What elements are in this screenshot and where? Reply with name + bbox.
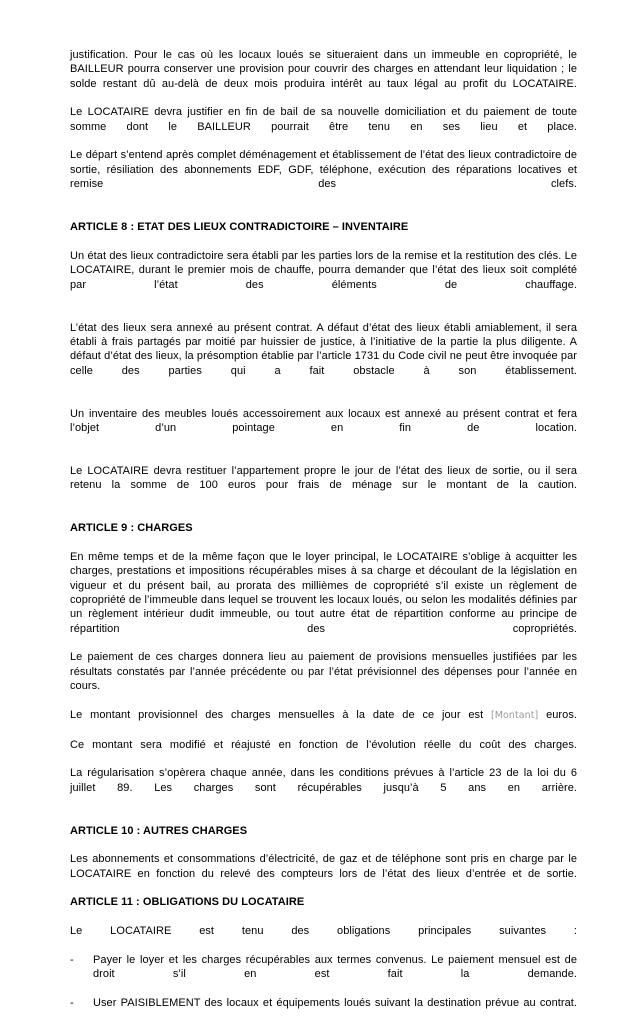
list-item <box>70 953 577 996</box>
paragraph-article9-regularisation: La régularisation s’opèrera chaque année, dans les conditions prévues à l’article 23 de la loi du 6 juillet 89. Les charges sont récupérables jusqu’à 5 ans en arrière. <box>70 767 577 794</box>
paragraph-article8-inventaire: Un inventaire des meubles loués accessoirement aux locaux est annexé au présent contrat et fera l’objet d’un pointage en fin de location. <box>70 407 577 434</box>
document-body <box>70 48 577 1024</box>
paragraph-domiciliation: Le LOCATAIRE devra justifier en fin de bail de sa nouvelle domiciliation et du paiement de toute somme dont le BAILLEUR pourrait être tenu en ses lieu et place. <box>70 106 577 133</box>
paragraph-article10-abonnements: Les abonnements et consommations d’électricité, de gaz et de téléphone sont pris en charge par le LOCATAIRE en fonction du relevé des compteurs lors de l’état des lieux d’entrée et de sortie. <box>70 853 577 880</box>
paragraph-article9-montant-provisionnel <box>70 708 577 738</box>
paragraph-depart: Le départ s’entend après complet déménagement et établissement de l’état des lieux contradictoire de sortie, résiliation des abonnements EDF, GDF, téléphone, exécution des réparations locatives et remise des clefs. <box>70 149 577 191</box>
paragraph-article8-restitution: Le LOCATAIRE devra restituer l’appartement propre le jour de l’état des lieux de sortie, ou il sera retenu la somme de 100 euros pour frais de ménage sur le montant de la caution. <box>70 464 577 492</box>
list-item-text: User PAISIBLEMENT des locaux et équipements loués suivant la destination prévue au contrat. <box>93 996 577 1009</box>
heading-article-10: ARTICLE 10 : AUTRES CHARGES <box>70 824 248 837</box>
montant-placeholder[interactable]: [Montant] <box>491 709 539 721</box>
paragraph-article8-annexe: L’état des lieux sera annexé au présent contrat. A défaut d’état des lieux établi amiablement, il sera établi à frais partagés par moitié par huissier de justice, à l’initiative de la partie la plus diligente. A défaut d’état des lieux, la présomption établie par l’article 1731 du Code civil ne peut être invoquée par celle des parties qui a fait obstacle à son établissement. <box>70 321 577 377</box>
paragraph-justification: justification. Pour le cas où les locaux loués se situeraient dans un immeuble en copropriété, le BAILLEUR pourra conserver une provision pour couvrir des charges en attendant leur liquidation ; le solde restant dû au-delà de deux mois produira intérêt au taux légal au profit du LOCATAIRE. <box>70 49 577 90</box>
montant-label-after: euros. <box>538 708 577 721</box>
heading-article-11: ARTICLE 11 : OBLIGATIONS DU LOCATAIRE <box>70 896 305 909</box>
paragraph-article8-etat-des-lieux: Un état des lieux contradictoire sera établi par les parties lors de la remise et la restitution des clés. Le LOCATAIRE, durant le premier mois de chauffe, pourra demander que l’état des lieux soit complété par l’état des éléments de chauffage. <box>70 249 577 291</box>
bullet-dash-icon: - <box>70 996 74 1009</box>
paragraph-article9-charges-recuperables: En même temps et de la même façon que le loyer principal, le LOCATAIRE s’oblige à acquitter les charges, prestations et impositions récupérables mises à sa charge et découlant de la législation en vigueur et du présent bail, au prorata des millièmes de copropriété s’il existe un règlement de copropriété de l’immeuble dans lequel se trouvent les locaux loués, ou selon les modalités définies par un règlement intérieur dudit immeuble, ou tout autre état de répartition conforme au principe de répartition des copropriétés. <box>70 551 577 635</box>
heading-article-8: ARTICLE 8 : ETAT DES LIEUX CONTRADICTOIRE – INVENTAIRE <box>70 221 409 234</box>
montant-label-before: Le montant provisionnel des charges mensuelles à la date de ce jour est <box>70 708 492 721</box>
obligations-list <box>70 953 577 1024</box>
heading-article-9: ARTICLE 9 : CHARGES <box>70 522 193 535</box>
paragraph-article9-reajustement: Ce montant sera modifié et réajusté en fonction de l’évolution réelle du coût des charges. <box>70 738 577 751</box>
paragraph-article11-intro: Le LOCATAIRE est tenu des obligations principales suivantes : <box>70 924 577 937</box>
bullet-dash-icon: - <box>70 953 74 966</box>
list-item <box>70 996 577 1024</box>
paragraph-article9-provisions: Le paiement de ces charges donnera lieu au paiement de provisions mensuelles justifiées par les résultats constatés par l’année précédente ou par l’état prévisionnel des dépenses pour l’année en cours. <box>70 651 577 693</box>
list-item-text: Payer le loyer et les charges récupérables aux termes convenus. Le paiement mensuel est de droit s’il en est fait la demande. <box>93 953 577 980</box>
